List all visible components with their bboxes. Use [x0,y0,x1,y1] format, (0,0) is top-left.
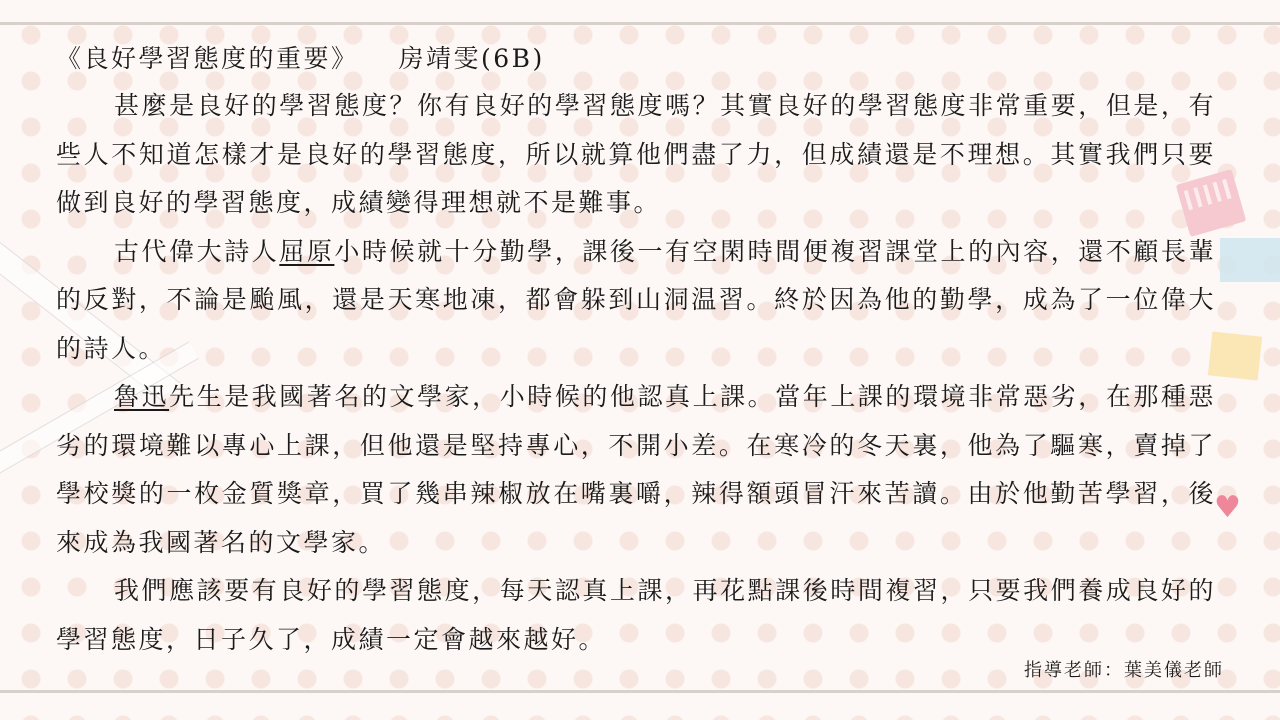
essay-title: 《良好學習態度的重要》 [56,44,359,73]
paragraph-text: 先生是我國著名的文學家，小時候的他認真上課。當年上課的環境非常惡劣，在那種惡劣的環境難以專心上課，但他還是堅持專心，不開小差。在寒冷的冬天裏，他為了驅寒，賣掉了學校獎的一枚金質獎章，買了幾串辣椒放在嘴裏嚼，辣得額頭冒汗來苦讀。由於他勤苦學習，後來成為我國著名的文學家。 [56,382,1216,557]
paragraph-text: 甚麼是良好的學習態度？你有良好的學習態度嗎？其實良好的學習態度非常重要，但是，有些人不知道怎樣才是良好的學習態度，所以就算他們盡了力，但成績還是不理想。其實我們只要做到良好的學習態度，成績變得理想就不是難事。 [56,91,1216,217]
paragraph-text: 小時候就十分勤學，課後一有空閑時間便複習課堂上的內容，還不顧長輩的反對，不論是颱風，還是天寒地凍，都會躲到山洞温習。終於因為他的勤學，成為了一位偉大的詩人。 [56,236,1216,363]
frame-bottom-line [0,690,1280,693]
person-name: 屈原 [279,236,335,266]
teacher-credit: 指導老師：葉美儀老師 [1024,660,1224,681]
paragraph-text: 古代偉大詩人 [114,236,280,266]
essay-header [56,36,1216,82]
heart-icon: ♥ [1214,490,1241,525]
paragraph-4 [56,567,1216,664]
paragraph-3 [56,373,1216,567]
frame-top-line [0,22,1280,25]
paragraph-1 [56,82,1216,228]
paragraph-text: 我們應該要有良好的學習態度，每天認真上課，再花點課後時間複習，只要我們養成良好的學習態度，日子久了，成績一定會越來越好。 [56,576,1216,654]
paragraph-2 [56,228,1216,374]
essay-author: 房靖雯(6B) [398,44,545,73]
essay [56,36,1216,664]
person-name: 魯迅 [114,382,170,411]
blue-tape-decoration [1220,238,1280,282]
